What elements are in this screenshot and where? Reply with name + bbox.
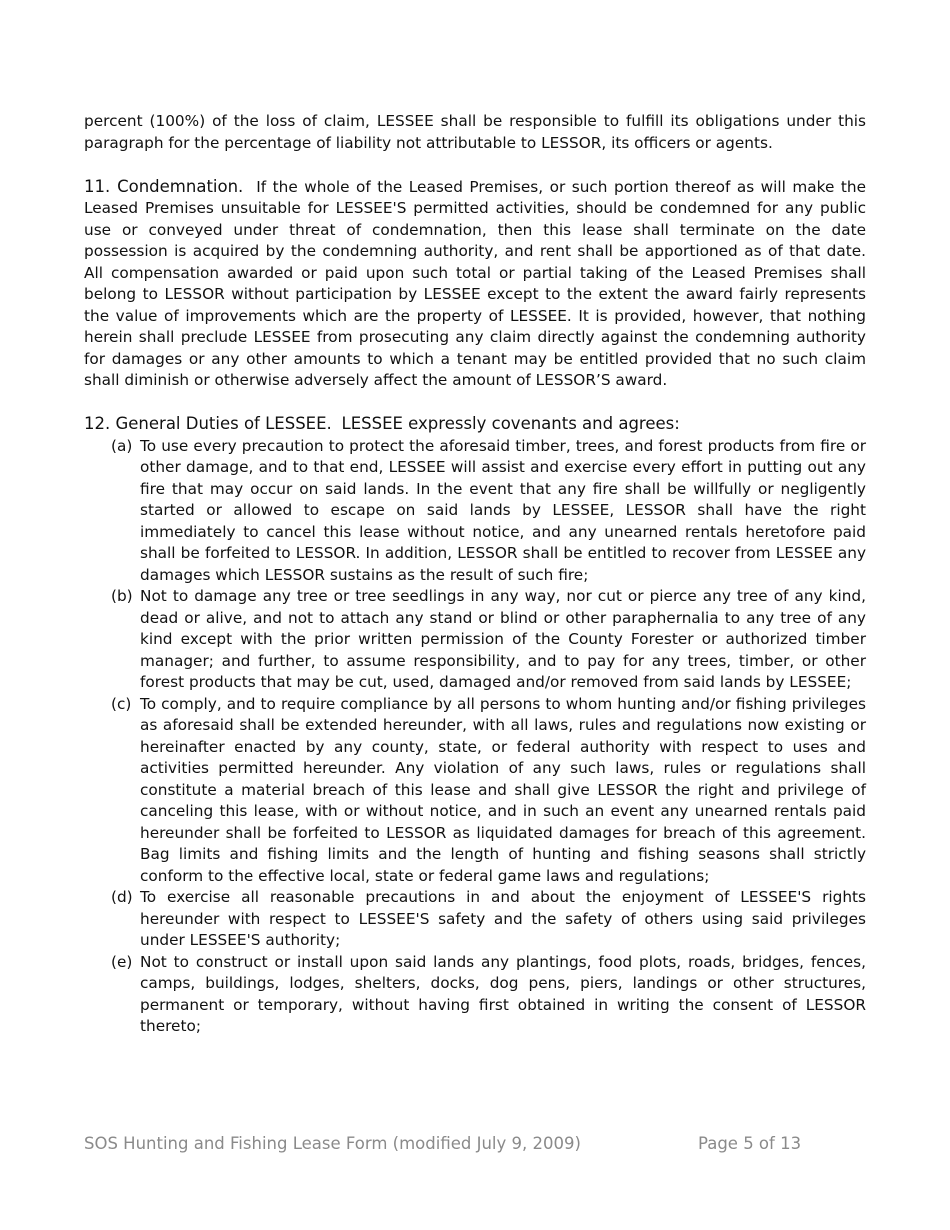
section-12-header bbox=[84, 413, 866, 436]
list-marker: (d) bbox=[111, 888, 133, 906]
list-item-text: Not to construct or install upon said lands any plantings, food plots, roads, bridges, fences, camps, buildings, lodges, shelters, docks, dog pens, piers, landings or other structures, permanent or temporary, without having first obtained in writing the consent of LESSOR thereto; bbox=[140, 952, 866, 1035]
list-item bbox=[84, 952, 866, 1038]
list-item-text: To exercise all reasonable precautions in and about the enjoyment of LESSEE'S rights hereunder with respect to LESSEE'S safety and the safety of others using said privileges under LESSEE'S authority; bbox=[140, 888, 866, 949]
intro-paragraph: percent (100%) of the loss of claim, LESSEE shall be responsible to fulfill its obligations under this paragraph for the percentage of liability not attributable to LESSOR, its officers or agents. bbox=[84, 112, 866, 152]
footer-page-number: Page 5 of 13 bbox=[698, 1134, 802, 1153]
list-item bbox=[84, 694, 866, 888]
list-item bbox=[84, 436, 866, 587]
list-marker: (c) bbox=[111, 694, 132, 713]
duties-list bbox=[84, 436, 866, 1038]
list-item-text: Not to damage any tree or tree seedlings in any way, nor cut or pierce any tree of any kind, dead or alive, and not to attach any stand or blind or other paraphernalia to any tree of any kind except with the prior written permission of the County Forester or authorized timber manager; and further, to assume responsibility, and to pay for any trees, timber, or other forest products that may be cut, used, damaged and/or removed from said lands by LESSEE; bbox=[140, 587, 866, 691]
list-marker: (a) bbox=[111, 436, 133, 455]
document-body bbox=[84, 111, 866, 1038]
list-item-text: To comply, and to require compliance by all persons to whom hunting and/or fishing privileges as aforesaid shall be extended hereunder, with all laws, rules and regulations now existing or hereinafter enacted by any county, state, or federal authority with respect to uses and activities permitted hereunder. Any violation of any such laws, rules or regulations shall constitute a material breach of this lease and shall give LESSOR the right and privilege of canceling this lease, with or without notice, and in such an event any unearned rentals paid hereunder shall be forfeited to LESSOR as liquidated damages for breach of this agreement. Bag limits and fishing limits and the length of hunting and fishing seasons shall strictly conform to the effective local, state or federal game laws and regulations; bbox=[140, 694, 866, 885]
section-11-heading: 11. Condemnation. bbox=[84, 176, 244, 196]
list-item-text: To use every precaution to protect the aforesaid timber, trees, and forest products from fire or other damage, and to that end, LESSEE will assist and exercise every effort in putting out any fire that may occur on said lands. In the event that any fire shall be willfully or negligently started or allowed to escape on said lands by LESSEE, LESSOR shall have the right immediately to cancel this lease without notice, and any unearned rentals heretofore paid shall be forfeited to LESSOR. In addition, LESSOR shall be entitled to recover from LESSEE any damages which LESSOR sustains as the result of such fire; bbox=[140, 436, 866, 584]
section-12-heading: 12. General Duties of LESSEE. bbox=[84, 414, 332, 433]
section-12-intro: LESSEE expressly covenants and agrees: bbox=[341, 414, 680, 433]
section-11 bbox=[84, 176, 866, 392]
footer-form-title: SOS Hunting and Fishing Lease Form (modified July 9, 2009) bbox=[84, 1134, 581, 1153]
list-marker: (e) bbox=[111, 952, 133, 971]
list-item bbox=[84, 887, 866, 952]
list-marker: (b) bbox=[111, 587, 133, 605]
section-12 bbox=[84, 413, 866, 1038]
list-item bbox=[84, 586, 866, 694]
section-11-body: If the whole of the Leased Premises, or such portion thereof as will make the Leased Premises unsuitable for LESSEE'S permitted activities, should be condemned for any public use or conveyed under threat of condemnation, then this lease shall terminate on the date possession is acquired by the condemning authority, and rent shall be apportioned as of that date. All compensation awarded or paid upon such total or partial taking of the Leased Premises shall belong to LESSOR without participation by LESSEE except to the extent the award fairly represents the value of improvements which are the property of LESSEE. It is provided, however, that nothing herein shall preclude LESSEE from prosecuting any claim directly against the condemning authority for damages or any other amounts to which a tenant may be entitled provided that no such claim shall diminish or otherwise adversely affect the amount of LESSOR’S award. bbox=[84, 177, 866, 389]
